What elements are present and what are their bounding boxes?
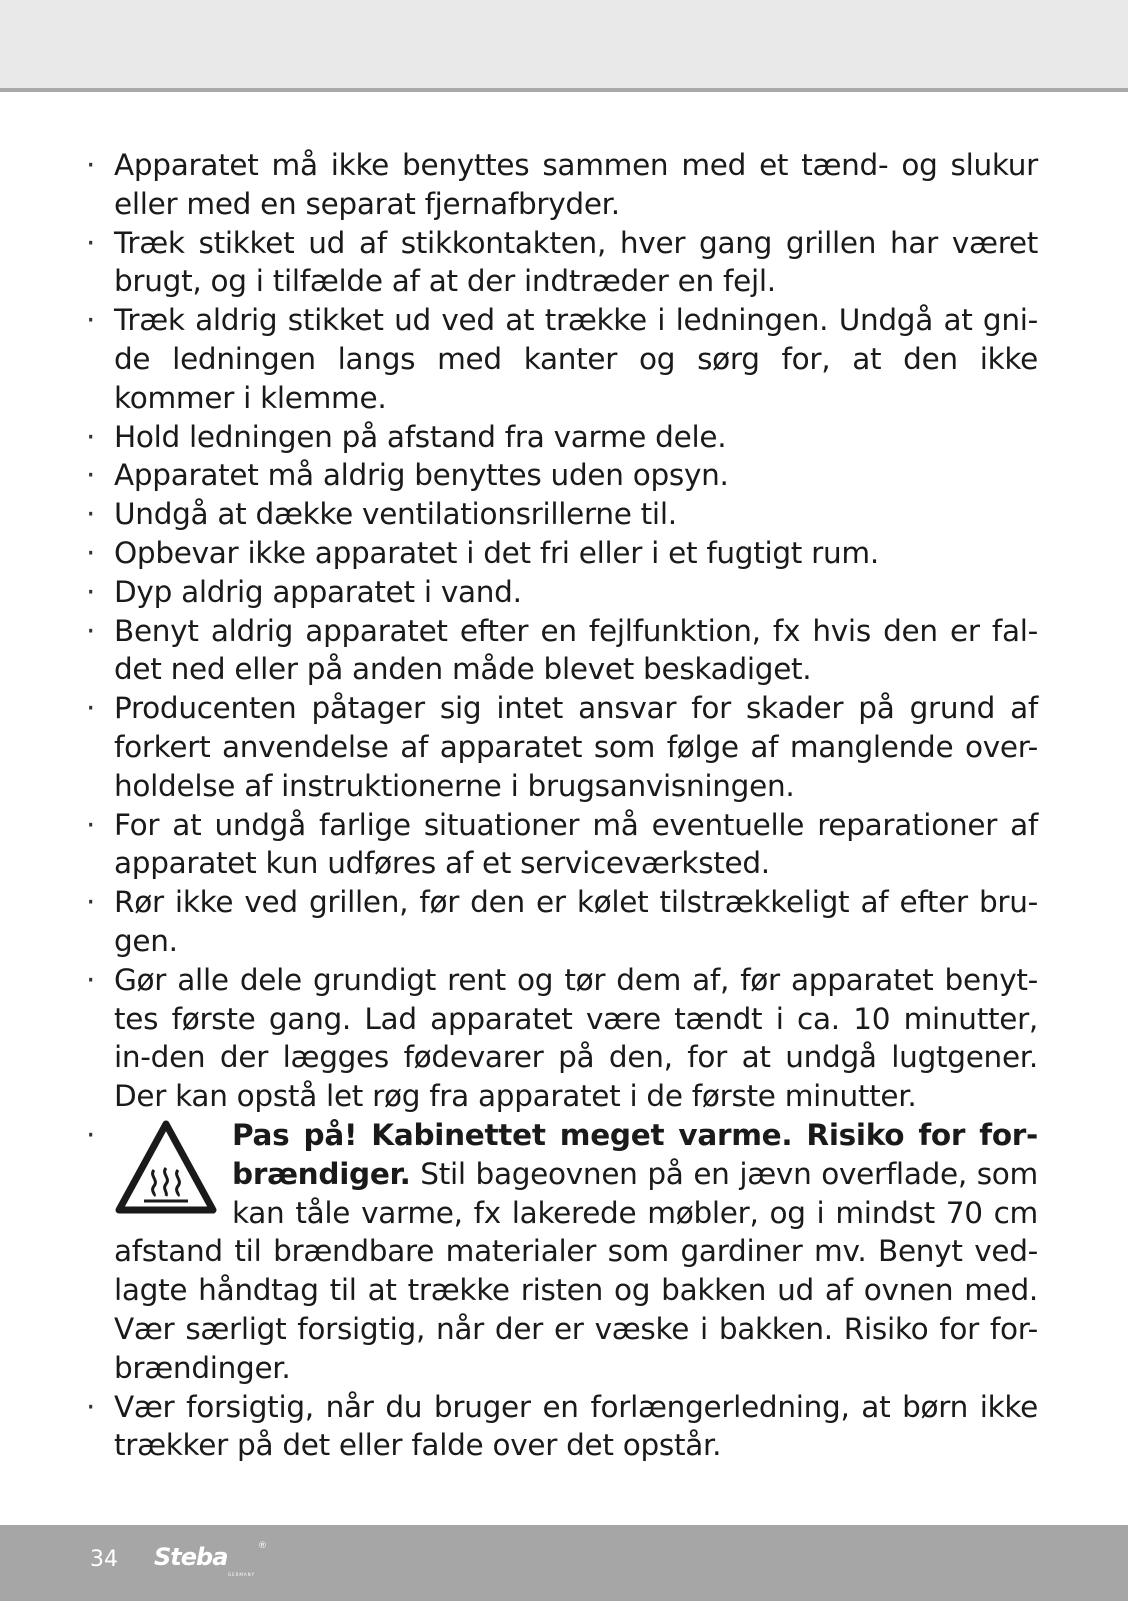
list-item: · Opbevar ikke apparatet i det fri eller i et fugtigt rum. xyxy=(86,534,1038,573)
bullet-list xyxy=(86,146,1038,1465)
list-item: · Gør alle dele grundigt rent og tør dem af, før apparatet benyt-tes første gang. Lad apparatet være tændt i ca. 10 minutter, in-den der lægges fødevarer på den, for at undgå lugtgener. Der kan opstå let røg fra apparatet i de første minutter. xyxy=(86,961,1038,1116)
warning-text: Stil bageovnen på en jævn overflade, som kan tåle varme, fx lakerede møbler, og i mindst 70 cm afstand til brændbare materialer som gardiner mv. Benyt ved-lagte håndtag til at trække risten og bakken ud af ovnen med. Vær særligt forsigtig, når der er væske i bakken. Risiko for for-brændinger. xyxy=(114,1156,1038,1385)
list-item: · Apparatet må ikke benyttes sammen med et tænd- og slukur eller med en separat fjernafbryder. xyxy=(86,146,1038,224)
list-item: · Træk stikket ud af stikkontakten, hver gang grillen har været brugt, og i tilfælde af at der indtræder en fejl. xyxy=(86,224,1038,302)
list-item: · Dyp aldrig apparatet i vand. xyxy=(86,573,1038,612)
brand-name: Steba xyxy=(154,1543,228,1571)
registered-mark: ® xyxy=(258,1541,267,1551)
list-item: · Producenten påtager sig intet ansvar for skader på grund af forkert anvendelse af apparatet som følge af manglende over-holdelse af instruktionerne i brugsanvisningen. xyxy=(86,689,1038,805)
brand-logo xyxy=(154,1541,267,1579)
list-item: · Hold ledningen på afstand fra varme dele. xyxy=(86,418,1038,457)
list-item: · Rør ikke ved grillen, før den er kølet tilstrækkeligt af efter bru-gen. xyxy=(86,883,1038,961)
warning-item xyxy=(86,1116,1038,1388)
list-item: · Vær forsigtig, når du bruger en forlængerledning, at børn ikke trækker på det eller falde over det opstår. xyxy=(86,1388,1038,1466)
header-band xyxy=(0,0,1128,92)
list-item: · Benyt aldrig apparatet efter en fejlfunktion, fx hvis den er fal-det ned eller på anden måde blevet beskadiget. xyxy=(86,612,1038,690)
safety-instructions xyxy=(86,146,1038,1465)
list-item: · Træk aldrig stikket ud ved at trække i ledningen. Undgå at gni-de ledningen langs med kanter og sørg for, at den ikke kommer i klemme. xyxy=(86,301,1038,417)
hot-surface-warning-icon xyxy=(114,1118,218,1218)
list-item: · Apparatet må aldrig benyttes uden opsyn. xyxy=(86,456,1038,495)
footer-band xyxy=(0,1525,1128,1601)
warning-heading: Pas på! Kabinettet meget varme. Risiko for for-brændiger. xyxy=(232,1117,1038,1191)
list-item: · Undgå at dække ventilationsrillerne til. xyxy=(86,495,1038,534)
brand-subtitle: GERMANY xyxy=(228,1572,256,1577)
list-item: · For at undgå farlige situationer må eventuelle reparationer af apparatet kun udføres af et serviceværksted. xyxy=(86,806,1038,884)
page-number: 34 xyxy=(90,1547,118,1572)
